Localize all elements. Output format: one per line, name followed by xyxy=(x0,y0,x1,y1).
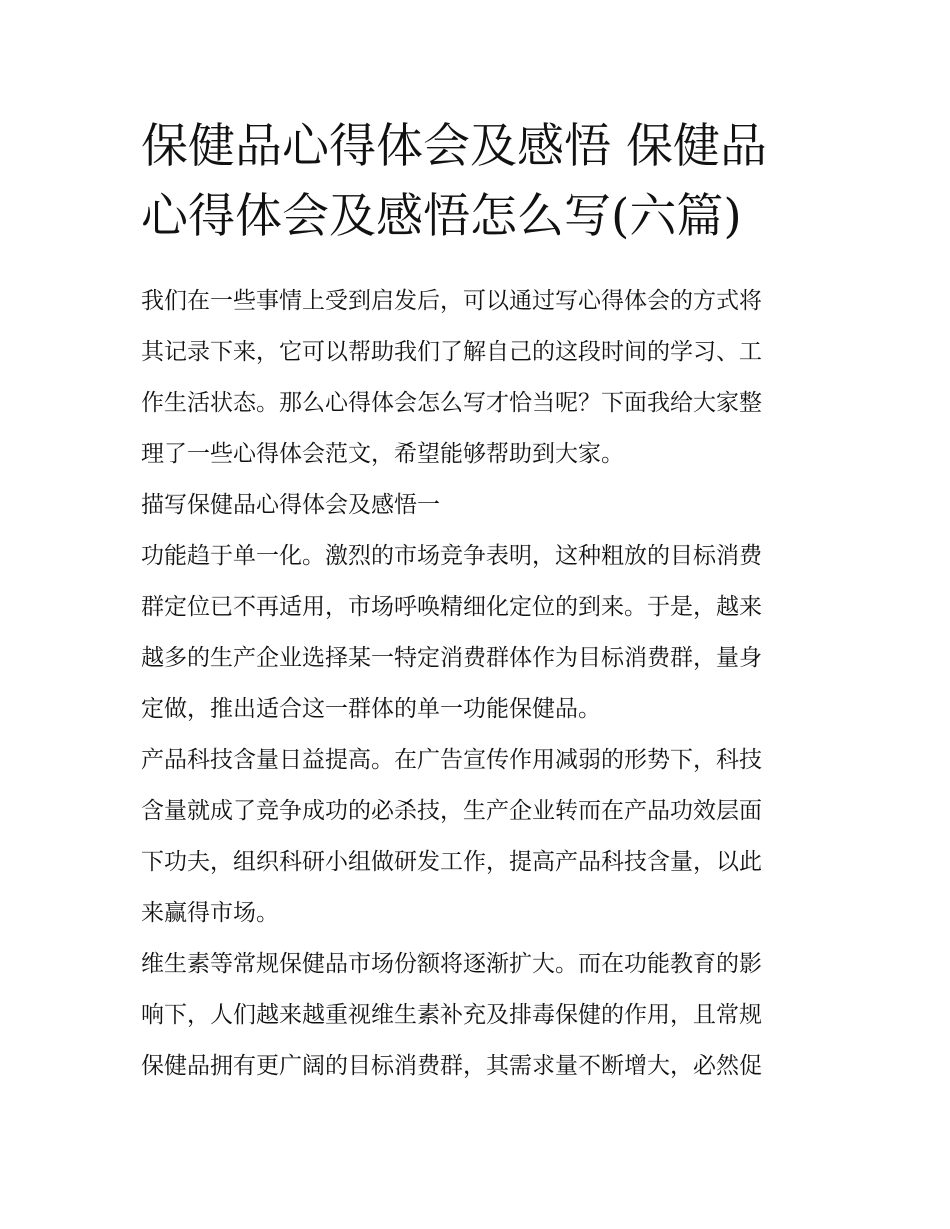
text-line: 响下，人们越来越重视维生素补充及排毒保健的作用，且常规 xyxy=(141,1002,762,1028)
text-line: 我们在一些事情上受到启发后，可以通过写心得体会的方式将 xyxy=(141,288,762,314)
text-line: 群定位已不再适用，市场呼唤精细化定位的到来。于是，越来 xyxy=(141,594,762,620)
text-line: 含量就成了竞争成功的必杀技，生产企业转而在产品功效层面 xyxy=(141,798,762,824)
text-line: 维生素等常规保健品市场份额将逐渐扩大。而在功能教育的影 xyxy=(141,951,762,977)
text-line: 保健品拥有更广阔的目标消费群，其需求量不断增大，必然促 xyxy=(141,1053,762,1079)
text-line: 定做，推出适合这一群体的单一功能保健品。 xyxy=(141,696,601,722)
text-line: 产品科技含量日益提高。在广告宣传作用减弱的形势下，科技 xyxy=(141,747,762,773)
section-heading-text: 描写保健品心得体会及感悟一 xyxy=(141,492,440,518)
title-line: 心得体会及感悟怎么写(六篇) xyxy=(141,189,742,244)
document-title xyxy=(141,112,821,252)
text-line: 理了一些心得体会范文，希望能够帮助到大家。 xyxy=(141,441,624,467)
paragraph-3 xyxy=(141,939,821,1092)
text-line: 下功夫，组织科研小组做研发工作，提高产品科技含量，以此 xyxy=(141,849,762,875)
text-line: 来赢得市场。 xyxy=(141,900,279,926)
text-line: 功能趋于单一化。激烈的市场竞争表明，这种粗放的目标消费 xyxy=(141,543,762,569)
paragraph-1 xyxy=(141,531,821,735)
title-line: 保健品心得体会及感悟 保健品 xyxy=(141,119,767,174)
section-heading xyxy=(141,480,821,531)
text-line: 越多的生产企业选择某一特定消费群体作为目标消费群，量身 xyxy=(141,645,762,671)
text-line: 作生活状态。那么心得体会怎么写才恰当呢？下面我给大家整 xyxy=(141,390,762,416)
paragraph-2 xyxy=(141,735,821,939)
text-line: 其记录下来，它可以帮助我们了解自己的这段时间的学习、工 xyxy=(141,339,762,365)
intro-paragraph xyxy=(141,276,821,480)
